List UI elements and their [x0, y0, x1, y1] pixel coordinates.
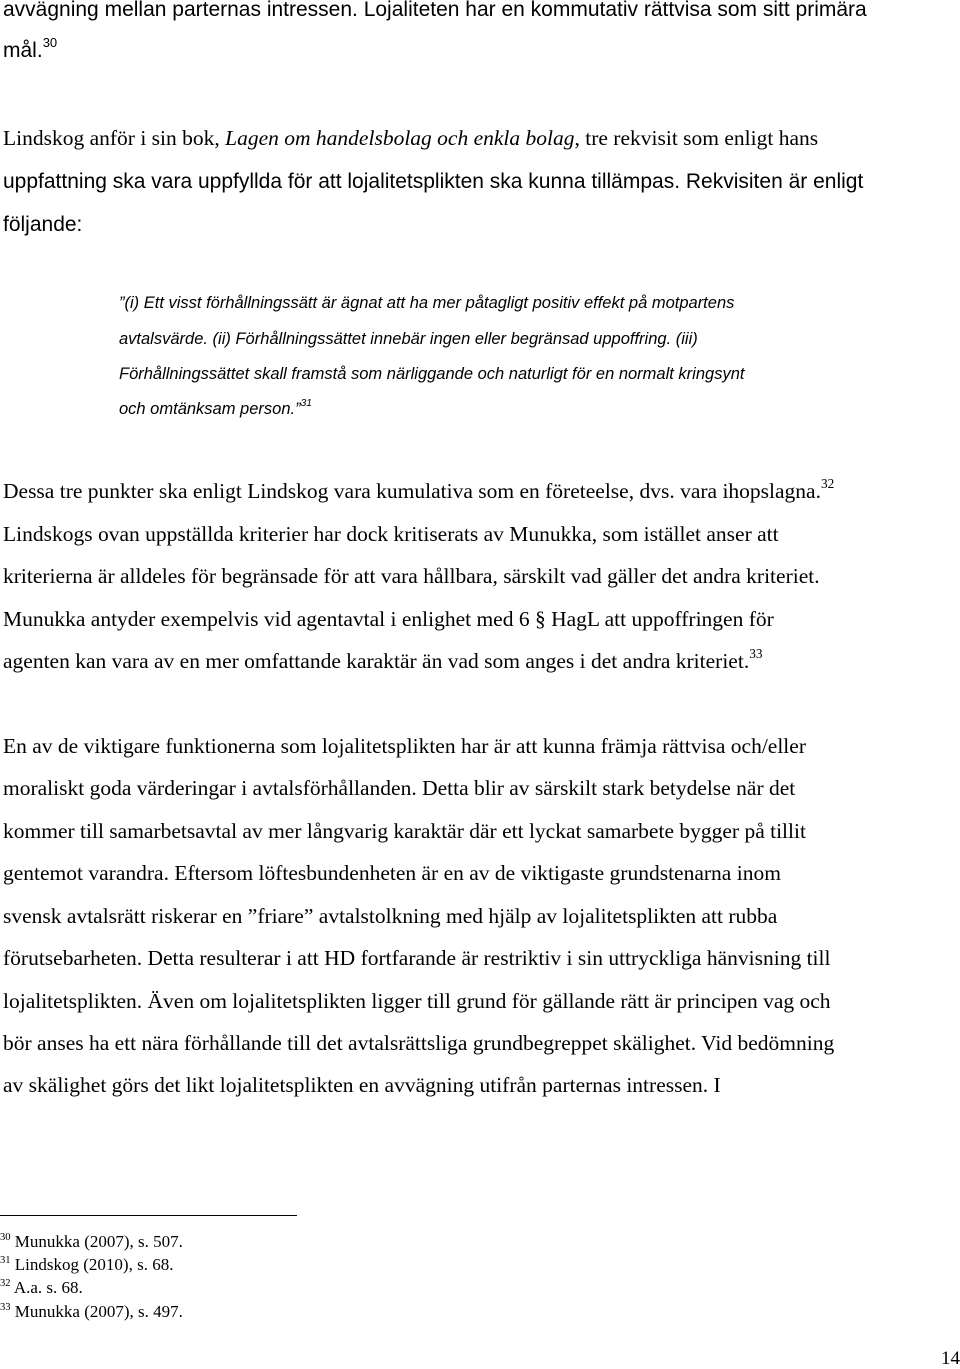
- quote-line: [119, 295, 734, 312]
- footnote: [0, 1303, 183, 1320]
- quote-line: [119, 366, 744, 383]
- footnote-text: A.a. s. 68.: [13, 1278, 83, 1297]
- text-span: kommer till samarbetsavtal av mer långvarig karaktär där ett lyckat samarbete bygger på tillit: [3, 819, 806, 843]
- text-span: svensk avtalsrätt riskerar en ”friare” avtalstolkning med hjälp av lojalitetsplikten att rubba: [3, 904, 778, 928]
- footnote-divider: [0, 1215, 297, 1216]
- quote-text: Förhållningssättet skall framstå som närliggande och naturligt för en normalt kringsynt: [119, 365, 745, 383]
- footnote-ref[interactable]: 31: [300, 398, 312, 410]
- footnote-ref[interactable]: 32: [820, 476, 835, 492]
- text-span: Lindskog anför i sin bok,: [3, 126, 226, 150]
- footnote-text: Munukka (2007), s. 497.: [14, 1302, 183, 1321]
- footnote: [0, 1256, 173, 1273]
- footnote-number: 33: [0, 1301, 11, 1313]
- text-line: [3, 736, 806, 758]
- text-line: [3, 948, 830, 970]
- footnote: [0, 1233, 183, 1250]
- text-span: gentemot varandra. Eftersom löftesbundenheten är en av de viktigaste grundstenarna inom: [3, 861, 781, 885]
- footnote-number: 31: [0, 1254, 11, 1266]
- footnote-text: Munukka (2007), s. 507.: [14, 1232, 183, 1251]
- text-span: kriterierna är alldeles för begränsade för att vara hållbara, särskilt vad gäller det andra kriteriet.: [3, 564, 820, 588]
- footnote: [0, 1279, 83, 1296]
- footnote-ref[interactable]: 33: [749, 646, 763, 662]
- text-span: lojalitetsplikten. Även om lojalitetsplikten ligger till grund för gällande rätt är principen vag och: [3, 989, 831, 1013]
- text-span: uppfattning ska vara uppfyllda för att lojalitetsplikten ska kunna tillämpas. Rekvisiten är enligt: [3, 170, 864, 193]
- text-line: [3, 906, 777, 928]
- text-line: [3, 991, 831, 1013]
- text-line: [3, 609, 774, 631]
- text-span: Lindskogs ovan uppställda kriterier har dock kritiserats av Munukka, som istället anser att: [3, 522, 779, 546]
- text-line: [3, 821, 806, 843]
- text-line: [3, 863, 781, 885]
- text-line: [3, 0, 867, 20]
- text-span: Munukka antyder exempelvis vid agentavtal i enlighet med 6 § HagL att uppoffringen för: [3, 607, 774, 631]
- quote-text: avtalsvärde. (ii) Förhållningssättet innebär ingen eller begränsad uppoffring. (iii): [119, 330, 698, 348]
- text-span: mål.: [3, 39, 43, 62]
- quote-text: och omtänksam person.”: [119, 400, 301, 418]
- text-span: av skälighet görs det likt lojalitetsplikten en avvägning utifrån parternas intressen. I: [3, 1073, 721, 1097]
- text-line: [3, 1033, 834, 1055]
- footnote-text: Lindskog (2010), s. 68.: [14, 1255, 174, 1274]
- text-span: agenten kan vara av en mer omfattande karaktär än vad som anges i det andra kriteriet.: [3, 649, 750, 673]
- book-title: Lagen om handelsbolag och enkla bolag: [225, 126, 575, 150]
- text-line: [3, 646, 763, 673]
- text-line: [3, 171, 863, 192]
- text-line: [3, 524, 779, 546]
- text-span: bör anses ha ett nära förhållande till det avtalsrättsliga grundbegreppet skälighet. Vid bedömning: [3, 1031, 835, 1055]
- text-span: , tre rekvisit som enligt hans: [574, 126, 819, 150]
- quote-line: [119, 331, 698, 348]
- text-line: [3, 35, 58, 62]
- text-span: Dessa tre punkter ska enligt Lindskog vara kumulativa som en företeelse, dvs. vara ihopslagna.: [3, 479, 821, 503]
- text-line: [3, 476, 835, 503]
- footnote-number: 30: [0, 1231, 11, 1243]
- text-line: [3, 1075, 721, 1097]
- text-line: [3, 566, 820, 588]
- text-span: En av de viktigare funktionerna som lojalitetsplikten har är att kunna främja rättvisa och/eller: [3, 734, 806, 758]
- footnote-number: 32: [0, 1277, 11, 1289]
- page-number: 14: [941, 1348, 960, 1369]
- text-span: förutsebarheten. Detta resulterar i att HD fortfarande är restriktiv i sin uttryckliga hänvisning till: [3, 946, 831, 970]
- text-line: [3, 214, 82, 235]
- text-line: [3, 778, 795, 800]
- text-span: följande:: [3, 213, 83, 236]
- text-line: [3, 128, 818, 150]
- text-span: moraliskt goda värderingar i avtalsförhållanden. Detta blir av särskilt stark betydelse när det: [3, 776, 796, 800]
- footnote-ref[interactable]: 30: [42, 35, 58, 51]
- quote-text: ”(i) Ett visst förhållningssätt är ägnat att ha mer påtagligt positiv effekt på motpartens: [119, 294, 735, 312]
- text-span: avvägning mellan parternas intressen. Lojaliteten har en kommutativ rättvisa som sitt primära: [3, 0, 867, 21]
- quote-line: [119, 398, 312, 418]
